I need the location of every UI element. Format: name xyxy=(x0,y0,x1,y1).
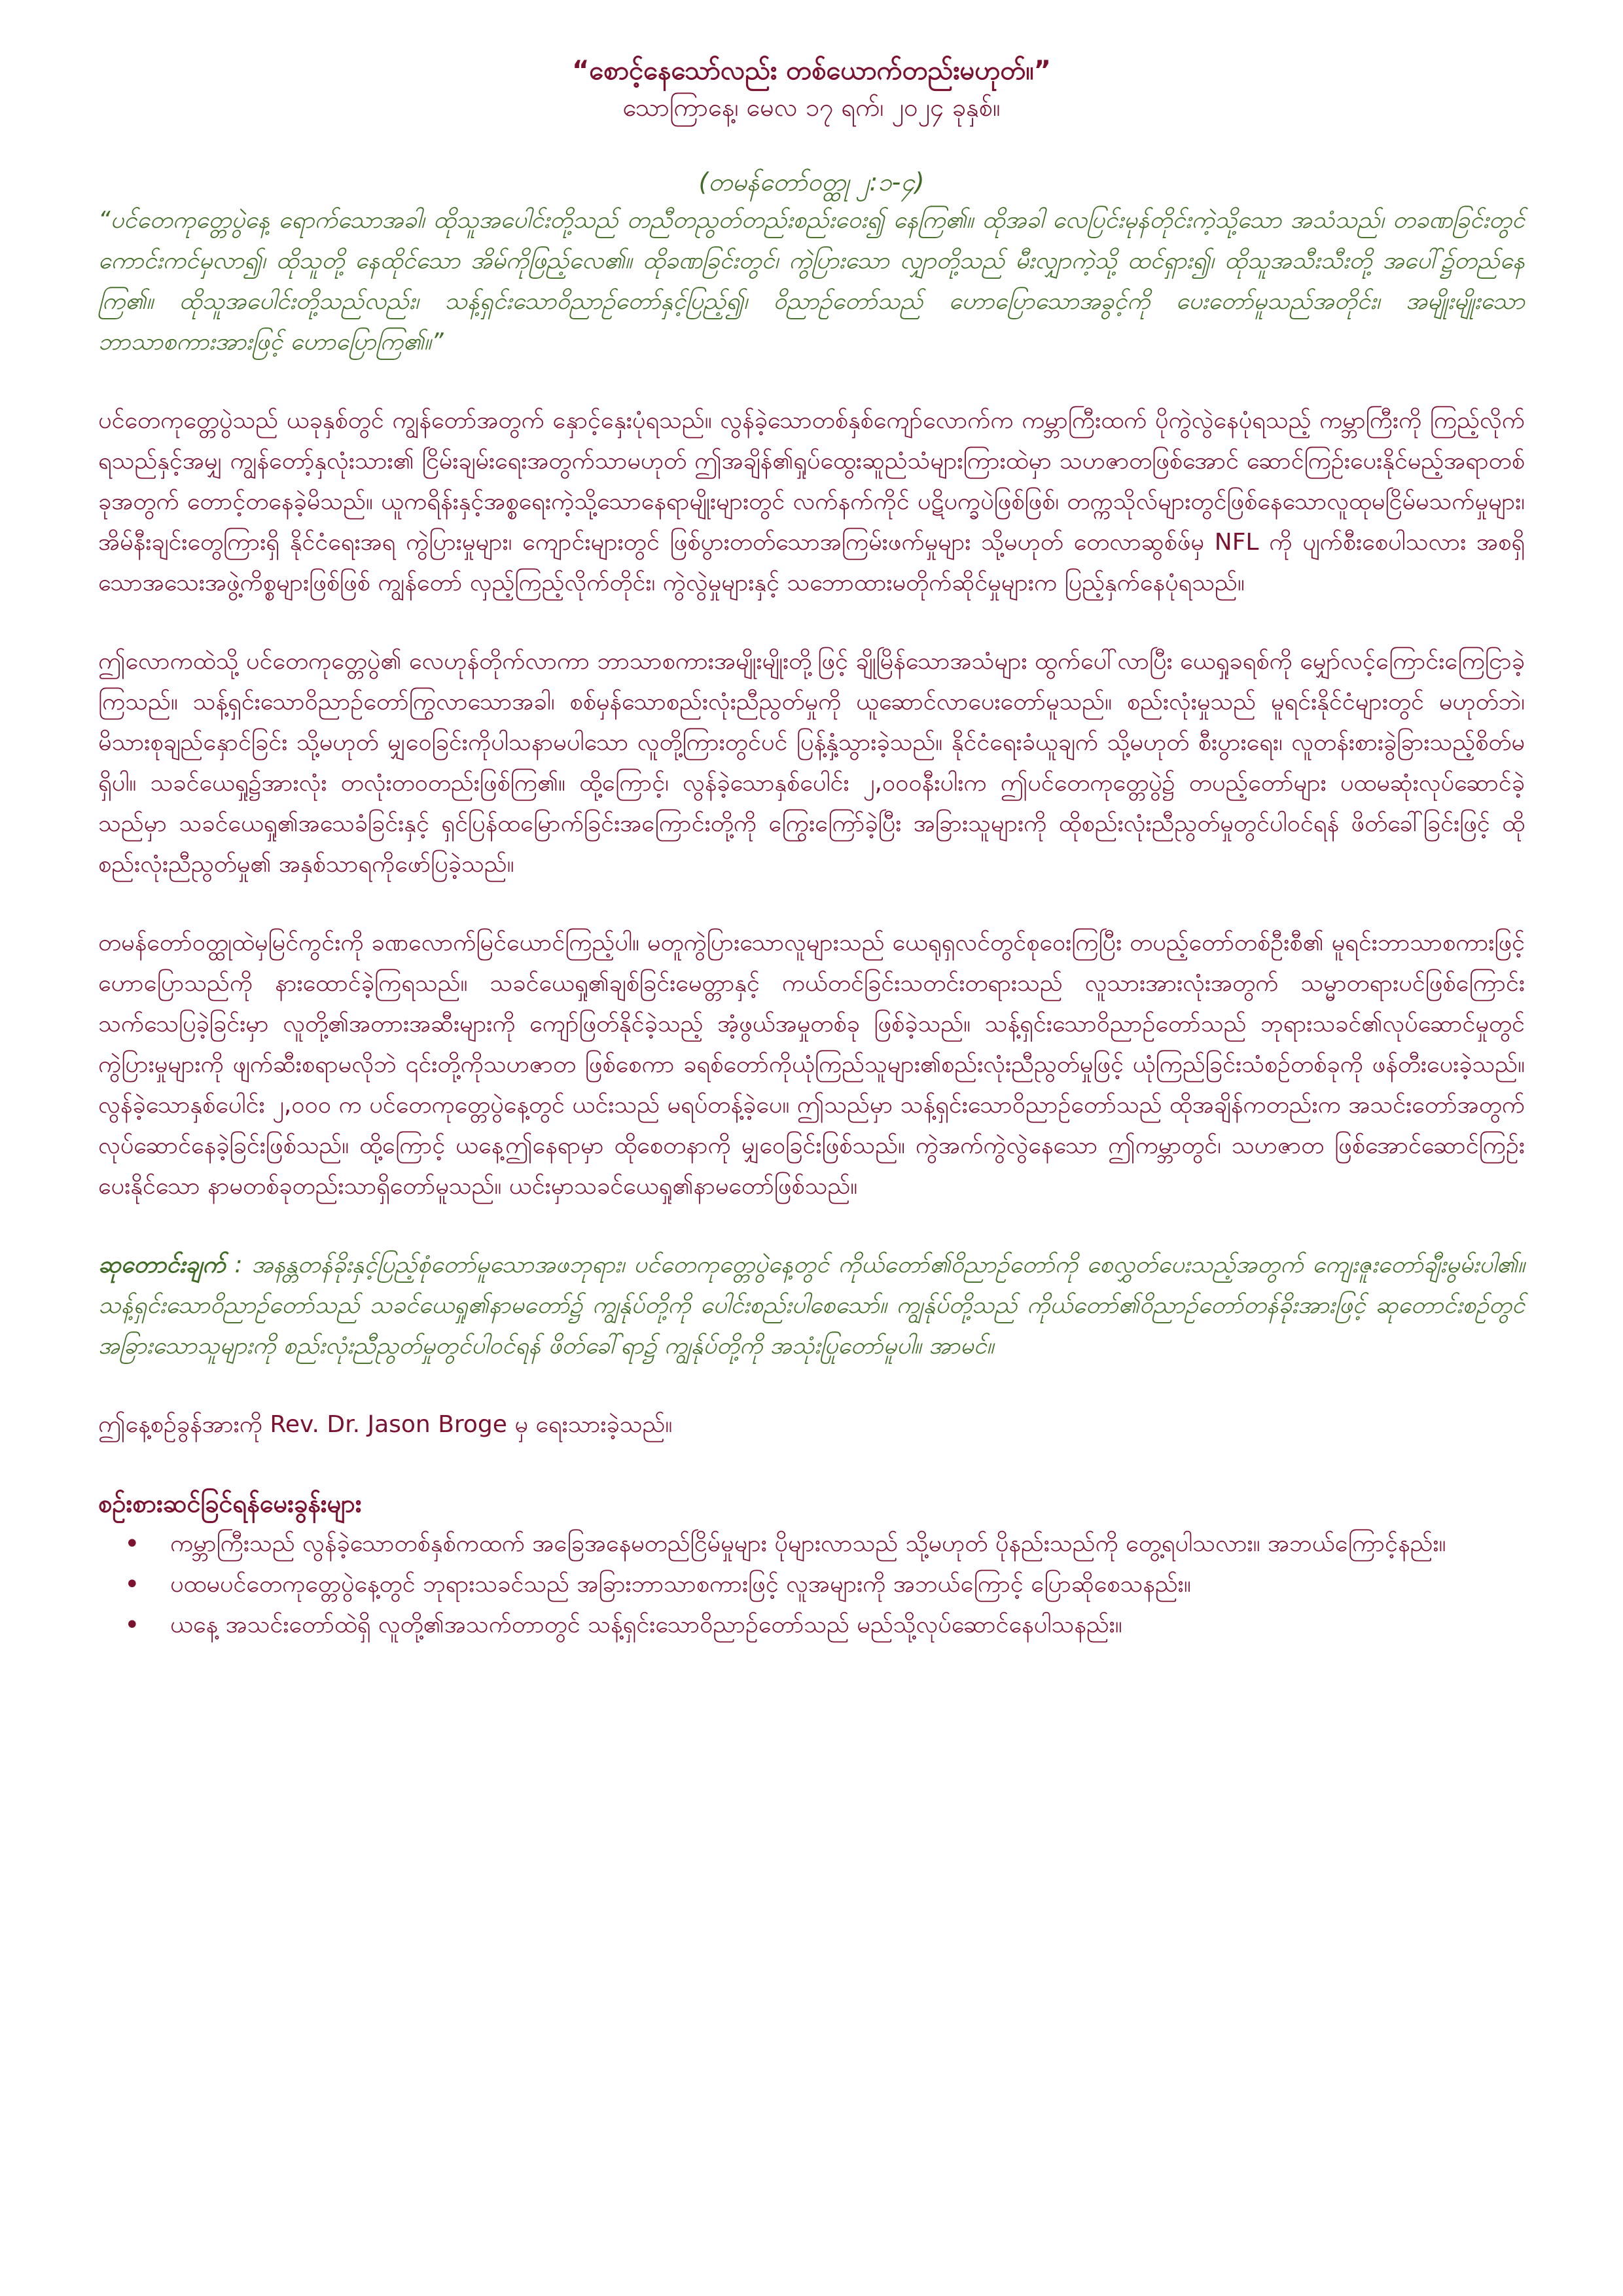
question-text: ပထမပင်တေကုတ္တေပွဲနေ့တွင် ဘုရားသခင်သည် အခြားဘာသာစကားဖြင့် လူအများကို အဘယ်ကြောင့် ပြောဆိုစေသနည်း။ xyxy=(170,1571,1191,1598)
body-paragraph-2: ဤလောကထဲသို့ ပင်တေကုတ္တေပွဲ၏ လေဟုန်တိုက်လာကာ ဘာသာစကားအမျိုးမျိုးတို့ဖြင့် ချိုမြိန်သောအသံများ ထွက်ပေါ်လာပြီး ယေရှုခရစ်ကို မျှော်လင့်ကြောင်းကြေငြာခဲ့ကြသည်။ သန့်ရှင်းသောဝိညာဉ်တော်ကြွလာသောအခါ၊ စစ်မှန်သောစည်းလုံးညီညွတ်မှုကို ယူဆောင်လာပေးတော်မူသည်။ စည်းလုံးမှုသည် မူရင်းနိုင်ငံများတွင် မဟုတ်ဘဲ၊ မိသားစုချည်နှောင်ခြင်း သို့မဟုတ် မျှဝေခြင်းကိုပါသနာမပါသော လူတို့ကြားတွင်ပင် ပြန့်နှံ့သွားခဲ့သည်။ နိုင်ငံရေးခံယူချက် သို့မဟုတ် စီးပွားရေး၊ လူတန်းစားခွဲခြားသည့်စိတ်မရှိပါ။ သခင်ယေရှု၌အားလုံး တလုံးတဝတည်းဖြစ်ကြ၏။ ထို့ကြောင့်၊ လွန်ခဲ့သောနှစ်ပေါင်း ၂,၀၀၀နီးပါးက ဤပင်တေကုတ္တေပွဲ၌ တပည့်တော်များ ပထမဆုံးလုပ်ဆောင်ခဲ့သည်မှာ သခင်ယေရှု၏အသေခံခြင်းနှင့် ရှင်ပြန်ထမြောက်ခြင်းအကြောင်းတို့ကို ကြွေးကြော်ခဲ့ပြီး အခြားသူများကို ထိုစည်းလုံးညီညွတ်မှုတွင်ပါဝင်ရန် ဖိတ်ခေါ်ခြင်းဖြင့် ထိုစည်းလုံးညီညွတ်မှု၏ အနှစ်သာရကိုဖော်ပြခဲ့သည်။ xyxy=(98,648,1525,878)
devotional-date: သောကြာနေ့၊ မေလ ၁၇ ရက်၊ ၂၀၂၄ ခုနှစ်။ xyxy=(622,93,1001,122)
questions-list xyxy=(98,1524,1525,1645)
bullet-icon: • xyxy=(124,1529,140,1559)
question-item xyxy=(98,1605,1525,1645)
author-credit: ဤနေ့စဉ်ခွန်အားကို Rev. Dr. Jason Broge မှ ရေးသားခဲ့သည်။ xyxy=(98,1411,673,1438)
devotional-title: “စောင့်နေသော်လည်း တစ်ယောက်တည်းမဟုတ်။” xyxy=(572,56,1051,86)
prayer-label: ဆုတောင်းချက် xyxy=(98,1251,226,1278)
question-item xyxy=(98,1524,1525,1564)
body-paragraph-3: တမန်တော်ဝတ္ထုထဲမှမြင်ကွင်းကို ခဏလောက်မြင်ယောင်ကြည့်ပါ။ မတူကွဲပြားသောလူများသည် ယေရုရှလင်တွင်စုဝေးကြပြီး တပည့်တော်တစ်ဦးစီ၏ မူရင်းဘာသာစကားဖြင့် ဟောပြောသည်ကို နားထောင်ခဲ့ကြရသည်။ သခင်ယေရှု၏ချစ်ခြင်းမေတ္တာနှင့် ကယ်တင်ခြင်းသတင်းတရားသည် လူသားအားလုံးအတွက် သမ္မာတရားပင်ဖြစ်ကြောင်း သက်သေပြခဲ့ခြင်းမှာ လူတို့၏အတားအဆီးများကို ကျော်ဖြတ်နိုင်ခဲ့သည့် အံ့ဖွယ်အမှုတစ်ခု ဖြစ်ခဲ့သည်။ သန့်ရှင်းသောဝိညာဉ်တော်သည် ဘုရားသခင်၏လုပ်ဆောင်မှုတွင် ကွဲပြားမှုများကို ဖျက်ဆီးစရာမလိုဘဲ ၎င်းတို့ကိုသဟဇာတ ဖြစ်စေကာ ခရစ်တော်ကိုယုံကြည်သူများ၏စည်းလုံးညီညွတ်မှုဖြင့် ယုံကြည်ခြင်းသံစဉ်တစ်ခုကို ဖန်တီးပေးခဲ့သည်။ လွန်ခဲ့သောနှစ်ပေါင်း ၂,၀၀၀ က ပင်တေကုတ္တေပွဲနေ့တွင် ယင်းသည် မရပ်တန့်ခဲ့ပေ။ ဤသည်မှာ သန့်ရှင်းသောဝိညာဉ်တော်သည် ထိုအချိန်ကတည်းက အသင်းတော်အတွက် လုပ်ဆောင်နေခဲ့ခြင်းဖြစ်သည်။ ထို့ကြောင့် ယနေ့ဤနေရာမှာ ထိုစေတနာကို မျှဝေခြင်းဖြစ်သည်။ ကွဲအက်ကွဲလွဲနေသော ဤကမ္ဘာတွင်၊ သဟဇာတ ဖြစ်အောင်ဆောင်ကြဉ်းပေးနိုင်သော နာမတစ်ခုတည်းသာရှိတော်မူသည်။ ယင်းမှာသခင်ယေရှု၏နာမတော်ဖြစ်သည်။ xyxy=(98,929,1525,1200)
bullet-icon: • xyxy=(124,1570,140,1600)
scripture-reference: (တမန်တော်ဝတ္ထု ၂:၁-၄) xyxy=(698,168,925,196)
bullet-icon: • xyxy=(124,1610,140,1640)
question-text: ကမ္ဘာကြီးသည် လွန်ခဲ့သောတစ်နှစ်ကထက် အခြေအနေမတည်ငြိမ်မှုများ ပိုများလာသည် သို့မဟုတ် ပိုနည်းသည်ကို တွေ့ရပါသလား။ အဘယ်ကြောင့်နည်း။ xyxy=(170,1530,1446,1557)
question-text: ယနေ့ အသင်းတော်ထဲရှိ လူတို့၏အသက်တာတွင် သန့်ရှင်းသောဝိညာဉ်တော်သည် မည်သို့လုပ်ဆောင်နေပါသနည်း။ xyxy=(170,1611,1122,1638)
question-item xyxy=(98,1564,1525,1605)
body-paragraph-1: ပင်တေကုတ္တေပွဲသည် ယခုနှစ်တွင် ကျွန်တော်အတွက် နှောင့်နှေးပုံရသည်။ လွန်ခဲ့သောတစ်နှစ်ကျော်လောက်က ကမ္ဘာကြီးထက် ပိုကွဲလွဲနေပုံရသည့် ကမ္ဘာကြီးကို ကြည့်လိုက်ရသည်နှင့်အမျှ ကျွန်တော့်နှလုံးသား၏ ငြိမ်းချမ်းရေးအတွက်သာမဟုတ် ဤအချိန်၏ရှုပ်ထွေးဆူညံသံများကြားထဲမှာ သဟဇာတဖြစ်အောင် ဆောင်ကြဉ်းပေးနိုင်မည့်အရာတစ်ခုအတွက် တောင့်တနေခဲ့မိသည်။ ယူကရိန်းနှင့်အစ္စရေးကဲ့သို့သောနေရာမျိုးများတွင် လက်နက်ကိုင် ပဋိပက္ခပဲဖြစ်ဖြစ်၊ တက္ကသိုလ်များတွင်ဖြစ်နေသောလူထုမငြိမ်မသက်မှုများ၊ အိမ်နီးချင်းတွေကြားရှိ နိုင်ငံရေးအရ ကွဲပြားမှုများ၊ ကျောင်းများတွင် ဖြစ်ပွားတတ်သောအကြမ်းဖက်မှုများ သို့မဟုတ် တေလာဆွစ်ဖ်မှ NFL ကို ပျက်စီးစေပါသလား အစရှိသောအသေးအဖွဲ့ကိစ္စများဖြစ်ဖြစ် ကျွန်တော် လှည့်ကြည့်လိုက်တိုင်း၊ ကွဲလွဲမှုများနှင့် သဘောထားမတိုက်ဆိုင်မှုများက ပြည့်နှက်နေပုံရသည်။ xyxy=(98,407,1525,596)
prayer-separator: : xyxy=(225,1251,252,1278)
prayer-text: အနန္တတန်ခိုးနှင့်ပြည့်စုံတော်မူသောအဖဘုရား၊ ပင်တေကုတ္တေပွဲနေ့တွင် ကိုယ်တော်၏ဝိညာဉ်တော်ကို စေလွှတ်ပေးသည့်အတွက် ကျေးဇူးတော်ချီးမွမ်းပါ၏။ သန့်ရှင်းသောဝိညာဉ်တော်သည် သခင်ယေရှု၏နာမတော်၌ ကျွန်ုပ်တို့ကို ပေါင်းစည်းပါစေသော်။ ကျွန်ုပ်တို့သည် ကိုယ်တော်၏ဝိညာဉ်တော်တန်ခိုးအားဖြင့် ဆုတောင်းစဉ်တွင် အခြားသောသူများကို စည်းလုံးညီညွတ်မှုတွင်ပါဝင်ရန် ဖိတ်ခေါ်ရာ၌ ကျွန်ုပ်တို့ကို အသုံးပြုတော်မူပါ။ အာမင်။ xyxy=(98,1251,1525,1359)
scripture-text: “ပင်တေကုတ္တေပွဲနေ့ ရောက်သောအခါ၊ ထိုသူအပေါင်းတို့သည် တညီတညွတ်တည်းစည်းဝေး၍ နေကြ၏။ ထိုအခါ လေပြင်းမုန်တိုင်းကဲ့သို့သော အသံသည်၊ တခဏခြင်းတွင် ကောင်းကင်မှလာ၍၊ ထိုသူတို့ နေထိုင်သော အိမ်ကိုဖြည့်လေ၏။ ထိုခဏခြင်းတွင်၊ ကွဲပြားသော လျှာတို့သည် မီးလျှာကဲ့သို့ ထင်ရှား၍၊ ထိုသူအသီးသီးတို့ အပေါ်၌တည်နေကြ၏။ ထိုသူအပေါင်းတို့သည်လည်း၊ သန့်ရှင်းသောဝိညာဉ်တော်နှင့်ပြည့်၍၊ ဝိညာဉ်တော်သည် ဟောပြောသောအခွင့်ကို ပေးတော်မူသည်အတိုင်း၊ အမျိုးမျိုးသော ဘာသာစကားအားဖြင့် ဟောပြောကြ၏။” xyxy=(98,207,1525,355)
questions-heading: စဉ်းစားဆင်ခြင်ရန်မေးခွန်းများ xyxy=(98,1489,362,1518)
prayer-block xyxy=(98,1245,1525,1367)
